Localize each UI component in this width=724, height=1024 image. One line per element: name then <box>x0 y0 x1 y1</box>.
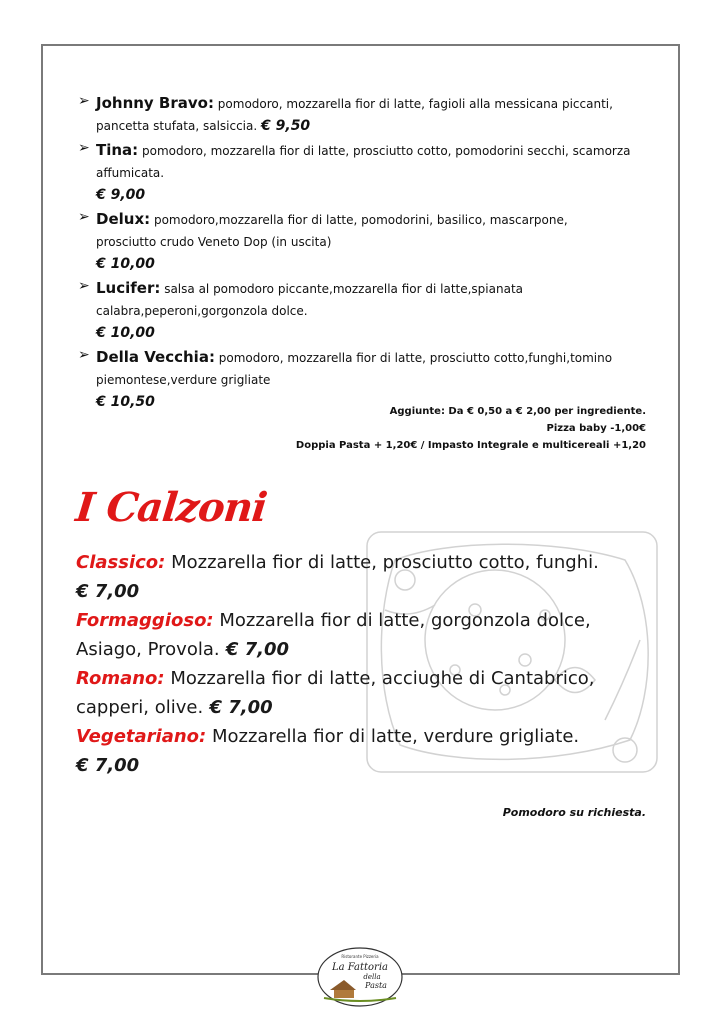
pizza-price: € 9,50 <box>261 118 311 134</box>
calzone-name: Vegetariano: <box>76 726 207 747</box>
calzone-price: € 7,00 <box>76 755 140 776</box>
pizza-price: € 9,00 <box>96 187 146 203</box>
extras-line: Aggiunte: Da € 0,50 a € 2,00 per ingrediente. <box>389 406 646 417</box>
calzone-price: € 7,00 <box>76 581 140 602</box>
calzone-desc: Mozzarella fior di latte, gorgonzola dolce, Asiago, Provola. <box>76 610 591 660</box>
pizza-desc: salsa al pomodoro piccante,mozzarella fior di latte,spianata <box>164 282 524 296</box>
pizza-desc-2: pancetta stufata, salsiccia. <box>96 119 258 133</box>
calzoni-title: I Calzoni <box>73 484 269 531</box>
restaurant-logo <box>316 946 404 1008</box>
pizza-item-johnny-bravo <box>78 92 658 137</box>
footer-note: Pomodoro su richiesta. <box>502 806 646 819</box>
calzone-desc: Mozzarella fior di latte, acciughe di Cantabrico, capperi, olive. <box>76 668 595 718</box>
calzone-desc: Mozzarella fior di latte, verdure grigliate. <box>206 726 580 747</box>
arrow-bullet-icon: ➢ <box>78 209 90 225</box>
pizza-desc: pomodoro,mozzarella fior di latte, pomodorini, basilico, mascarpone, <box>153 213 568 227</box>
pizza-name: Johnny Bravo: <box>96 94 214 112</box>
calzone-desc: Mozzarella fior di latte, prosciutto cotto, funghi. <box>165 552 599 573</box>
logo-line3: Pasta <box>365 981 387 990</box>
pizza-item-lucifer <box>78 277 658 344</box>
arrow-bullet-icon: ➢ <box>78 93 90 109</box>
pizza-desc-2: calabra,peperoni,gorgonzola dolce. <box>96 304 308 318</box>
pizza-desc: pomodoro, mozzarella fior di latte, prosciutto cotto, pomodorini secchi, scamorza <box>142 144 631 158</box>
pizza-name: Delux: <box>96 210 151 228</box>
pizza-price: € 10,50 <box>96 394 155 410</box>
calzone-item-vegetariano <box>76 722 656 780</box>
calzone-item-classico <box>76 548 656 606</box>
dough-line: Doppia Pasta + 1,20€ / Impasto Integrale e multicereali +1,20 <box>295 440 646 451</box>
pizza-desc-2: affumicata. <box>96 166 165 180</box>
pizza-name: Della Vecchia: <box>96 348 215 366</box>
pizza-item-tina <box>78 139 658 206</box>
logo-line1: La Fattoria <box>331 962 389 973</box>
pizza-desc: pomodoro, mozzarella fior di latte, fagioli alla messicana piccanti, <box>217 97 613 111</box>
logo-top-text: Ristorante Pizzeria <box>341 954 379 959</box>
calzone-name: Formaggioso: <box>76 610 214 631</box>
arrow-bullet-icon: ➢ <box>78 140 90 156</box>
pizza-item-delux <box>78 208 658 275</box>
pizza-name: Lucifer: <box>96 279 161 297</box>
arrow-bullet-icon: ➢ <box>78 278 90 294</box>
calzone-item-formaggioso <box>76 606 656 664</box>
extras-notes <box>296 403 646 454</box>
calzone-name: Classico: <box>76 552 166 573</box>
pizza-price: € 10,00 <box>96 256 155 272</box>
pizza-desc-2: piemontese,verdure grigliate <box>96 373 271 387</box>
pizza-name: Tina: <box>96 141 139 159</box>
pizza-price: € 10,00 <box>96 325 155 341</box>
calzone-price: € 7,00 <box>203 697 273 718</box>
pizza-desc: pomodoro, mozzarella fior di latte, prosciutto cotto,funghi,tomino <box>218 351 613 365</box>
pizza-list <box>78 92 658 415</box>
pizza-desc-2: prosciutto crudo Veneto Dop (in uscita) <box>96 235 332 249</box>
logo-line2: della <box>363 973 381 981</box>
baby-line: Pizza baby -1,00€ <box>546 423 646 434</box>
calzone-price: € 7,00 <box>219 639 290 660</box>
calzone-item-romano <box>76 664 656 722</box>
calzoni-list <box>76 548 656 780</box>
calzone-name: Romano: <box>76 668 165 689</box>
arrow-bullet-icon: ➢ <box>78 347 90 363</box>
